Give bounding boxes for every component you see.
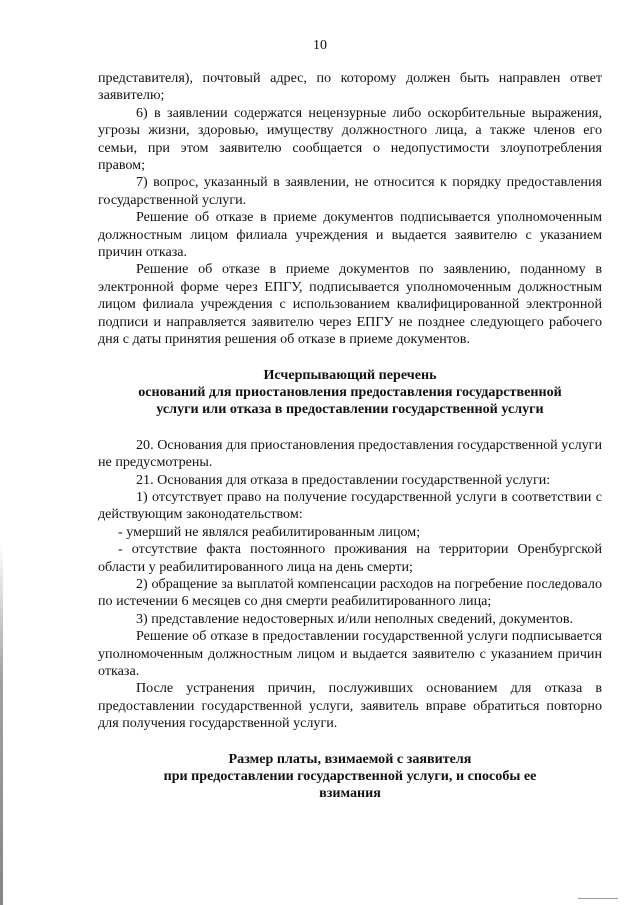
paragraph-p11: 2) обращение за выплатой компенсации расходов на погребение последовало по истечении 6 месяцев со дня смерти реабилитированного лица;: [98, 575, 602, 610]
heading-line: Размер платы, взимаемой с заявителя: [228, 750, 472, 767]
heading-line: Исчерпывающий перечень: [263, 366, 437, 383]
paragraph-p09: - умерший не являлся реабилитированным лицом;: [118, 523, 421, 540]
paragraph-p04: Решение об отказе в приеме документов подписывается уполномоченным должностным лицом филиала учреждения и выдается заявителю с указанием причин отказа.: [98, 209, 602, 261]
heading-line: взимания: [319, 785, 381, 802]
paragraph-p13: Решение об отказе в предоставлении государственной услуги подписывается уполномоченным должностным лицом и выдается заявителю с указанием причин отказа.: [98, 628, 602, 679]
paragraph-p10: - отсутствие факта постоянного проживания на территории Оренбургской области у реабилитированного лица на день смерти;: [98, 541, 602, 575]
heading-line: услуги или отказа в предоставлении государственной услуги: [156, 401, 544, 418]
section-heading-fee: [98, 751, 602, 803]
paragraph-p12: 3) представление недостоверных и/или неполных сведений, документов.: [136, 610, 574, 627]
scan-corner-mark: [578, 898, 618, 899]
heading-line: при предоставлении государственной услуги, и способы ее: [163, 768, 537, 785]
paragraph-p03: 7) вопрос, указанный в заявлении, не относится к порядку предоставления государственной услуги.: [98, 174, 602, 208]
page-number: 10: [313, 38, 327, 53]
paragraph-p14: После устранения причин, послуживших основанием для отказа в предоставлении государственной услуги, заявитель вправе обратиться повторно для получения государственной услуги.: [98, 680, 602, 732]
paragraph-p08: 1) отсутствует право на получение государственной услуги в соответствии с действующим законодательством:: [98, 488, 602, 523]
paragraph-p01: представителя), почтовый адрес, по которому должен быть направлен ответ заявителю;: [98, 70, 602, 104]
paragraph-p07: 21. Основания для отказа в предоставлении государственной услуги:: [136, 471, 551, 488]
document-body: [98, 70, 602, 803]
paragraph-p05: Решение об отказе в приеме документов по заявлению, поданному в электронной форме через ЕПГУ, подписывается уполномоченным должностным лицом филиала учреждения с использованием квалифицированной электронной подписи и направляется заявителю через ЕПГУ не позднее следующего рабочего дня с даты принятия решения об отказе в приеме документов.: [98, 261, 602, 348]
paragraph-p02: 6) в заявлении содержатся нецензурные либо оскорбительные выражения, угрозы жизни, здоровью, имуществу должностного лица, а также членов его семьи, при этом заявителю сообщается о недопустимости злоупотребления правом;: [98, 104, 602, 174]
paragraph-p06: 20. Основания для приостановления предоставления государственной услуги не предусмотрены.: [98, 436, 602, 471]
section-heading-grounds: [98, 367, 602, 419]
heading-line: оснований для приостановления предоставления государственной: [138, 383, 562, 400]
scan-edge-shadow: [0, 0, 3, 905]
